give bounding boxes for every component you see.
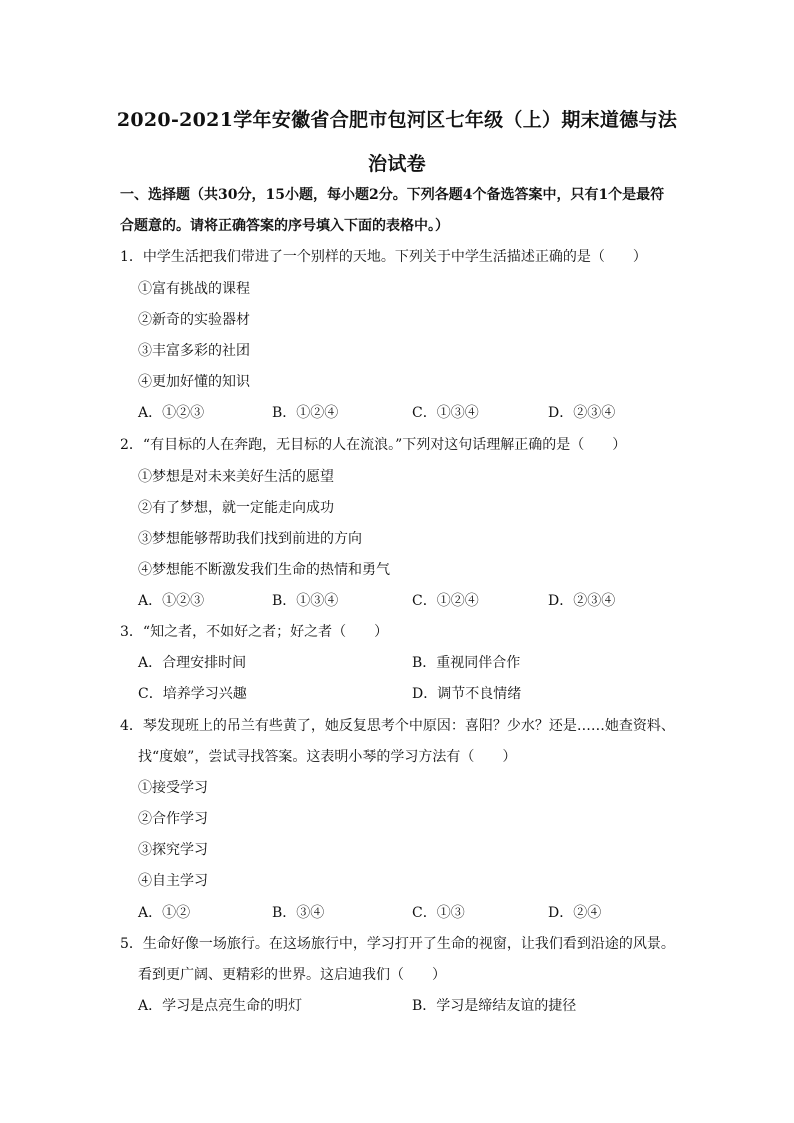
question-2-option-d[interactable]: D．②③④	[548, 593, 616, 609]
exam-title-line-1: 2020-2021学年安徽省合肥市包河区七年级（上）期末道德与法	[116, 109, 678, 131]
question-3-stem: 3．“知之者，不如好之者；好之者（ ）	[120, 624, 389, 640]
question-1-item-3: ③丰富多彩的社团	[138, 343, 250, 359]
question-1-option-d[interactable]: D．②③④	[548, 405, 616, 421]
question-1-item-2: ②新奇的实验器材	[138, 312, 250, 328]
question-2-option-a[interactable]: A．①②③	[138, 593, 205, 609]
question-2-option-b[interactable]: B．①③④	[272, 593, 339, 609]
question-4-stem-line-2: 找“度娘”，尝试寻找答案。这表明小琴的学习方法有（ ）	[138, 749, 517, 765]
question-5-option-a[interactable]: A．学习是点亮生命的明灯	[138, 998, 303, 1014]
question-1-option-b[interactable]: B．①②④	[272, 405, 339, 421]
question-2-option-c[interactable]: C．①②④	[412, 593, 479, 609]
question-1-item-4: ④更加好懂的知识	[138, 374, 250, 390]
question-4-stem-line-1: 4．琴发现班上的吊兰有些黄了，她反复思考个中原因：喜阳？少水？还是……她查资料、	[120, 718, 675, 734]
question-2-item-3: ③梦想能够帮助我们找到前进的方向	[138, 531, 362, 547]
question-5-stem-line-2: 看到更广阔、更精彩的世界。这启迪我们（ ）	[138, 967, 446, 983]
question-5-stem-line-1: 5．生命好像一场旅行。在这场旅行中，学习打开了生命的视窗，让我们看到沿途的风景。	[120, 936, 675, 952]
question-1-option-a[interactable]: A．①②③	[138, 405, 205, 421]
question-4-option-b[interactable]: B．③④	[272, 905, 325, 921]
question-5-option-b[interactable]: B．学习是缔结友谊的捷径	[412, 998, 577, 1014]
question-4-item-1: ①接受学习	[138, 780, 208, 796]
question-2-stem: 2．“有目标的人在奔跑，无目标的人在流浪。”下列对这句话理解正确的是（ ）	[120, 437, 627, 453]
question-3-option-d[interactable]: D．调节不良情绪	[412, 686, 522, 702]
question-4-item-4: ④自主学习	[138, 873, 208, 889]
question-3-option-a[interactable]: A．合理安排时间	[138, 655, 247, 671]
question-4-item-3: ③探究学习	[138, 842, 208, 858]
section-heading-line-1: 一、选择题（共30分，15小题，每小题2分。下列各题4个备选答案中，只有1个是最符	[120, 187, 665, 203]
question-4-item-2: ②合作学习	[138, 811, 208, 827]
question-3-option-c[interactable]: C．培养学习兴趣	[138, 686, 247, 702]
question-2-item-4: ④梦想能不断激发我们生命的热情和勇气	[138, 562, 390, 578]
question-4-option-a[interactable]: A．①②	[138, 905, 191, 921]
exam-title-line-2: 治试卷	[368, 153, 426, 175]
question-1-stem: 1．中学生活把我们带进了一个别样的天地。下列关于中学生活描述正确的是（ ）	[120, 249, 647, 265]
question-1-option-c[interactable]: C．①③④	[412, 405, 479, 421]
section-heading-line-2: 合题意的。请将正确答案的序号填入下面的表格中。）	[120, 218, 449, 234]
question-4-option-d[interactable]: D．②④	[548, 905, 602, 921]
question-1-item-1: ①富有挑战的课程	[138, 281, 250, 297]
question-3-option-b[interactable]: B．重视同伴合作	[412, 655, 521, 671]
question-4-option-c[interactable]: C．①③	[412, 905, 465, 921]
question-2-item-1: ①梦想是对未来美好生活的愿望	[138, 469, 334, 485]
question-2-item-2: ②有了梦想，就一定能走向成功	[138, 500, 334, 516]
